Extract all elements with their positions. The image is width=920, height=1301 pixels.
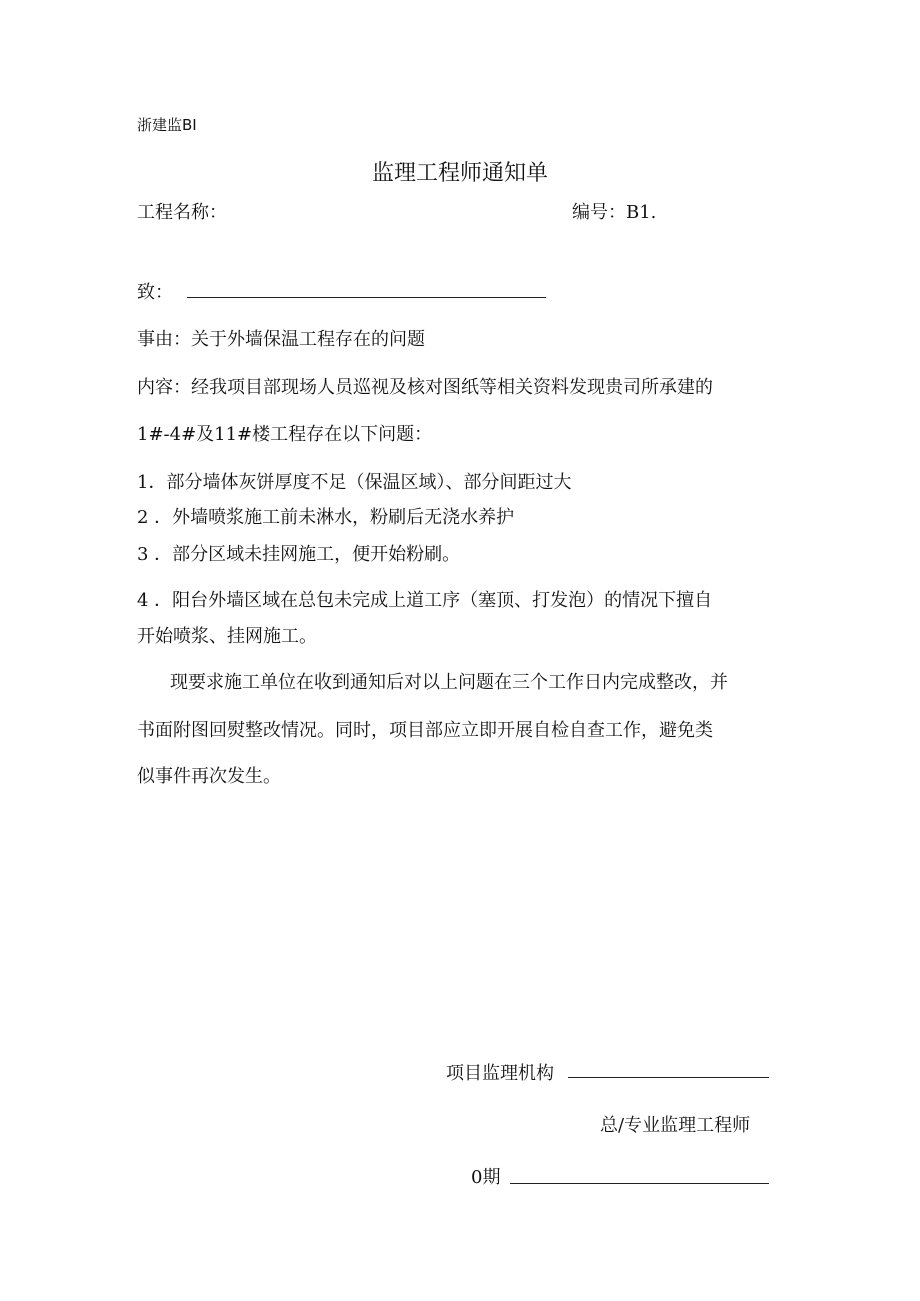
issue-item-3: 3 ．部分区域未挂网施工，便开始粉刷。 — [137, 544, 461, 565]
issue-item-4-continued: 开始喷浆、挂网施工。 — [137, 626, 317, 647]
content-intro-line-2: 1#-4#及11#楼工程存在以下问题： — [137, 424, 433, 445]
to-underline — [187, 297, 546, 298]
requirement-line-2: 书面附图回熨整改情况。同时，项目部应立即开展自检自查工作，避免类 — [137, 720, 713, 741]
number-label: 编号：B1. — [572, 202, 657, 223]
form-code: 浙建监BI — [137, 116, 197, 134]
document-title: 监理工程师通知单 — [371, 161, 548, 186]
supervision-org-underline — [568, 1077, 769, 1078]
subject-line: 事由：关于外墙保温工程存在的问题 — [137, 329, 425, 350]
date-label: 0期 — [471, 1167, 501, 1188]
issue-item-4: 4 ．阳台外墙区域在总包未完成上道工序（塞顶、打发泡）的情况下擅自 — [137, 590, 713, 611]
content-intro-line-1: 内容：经我项目部现场人员巡视及核对图纸等相关资料发现贵司所承建的 — [137, 377, 713, 398]
issue-item-2: 2 ．外墙喷浆施工前未淋水，粉刷后无浇水养护 — [137, 507, 515, 528]
project-name-label: 工程名称： — [137, 202, 227, 223]
date-underline — [510, 1183, 769, 1184]
issue-item-1: 1．部分墙体灰饼厚度不足（保温区域）、部分间距过大 — [137, 472, 572, 493]
engineer-label: 总/专业监理工程师 — [600, 1115, 751, 1136]
to-label: 致： — [137, 282, 173, 303]
supervision-org-label: 项目监理机构 — [446, 1063, 554, 1084]
requirement-line-1: 现要求施工单位在收到通知后对以上问题在三个工作日内完成整改，并 — [170, 672, 728, 693]
requirement-line-3: 似事件再次发生。 — [137, 766, 281, 787]
